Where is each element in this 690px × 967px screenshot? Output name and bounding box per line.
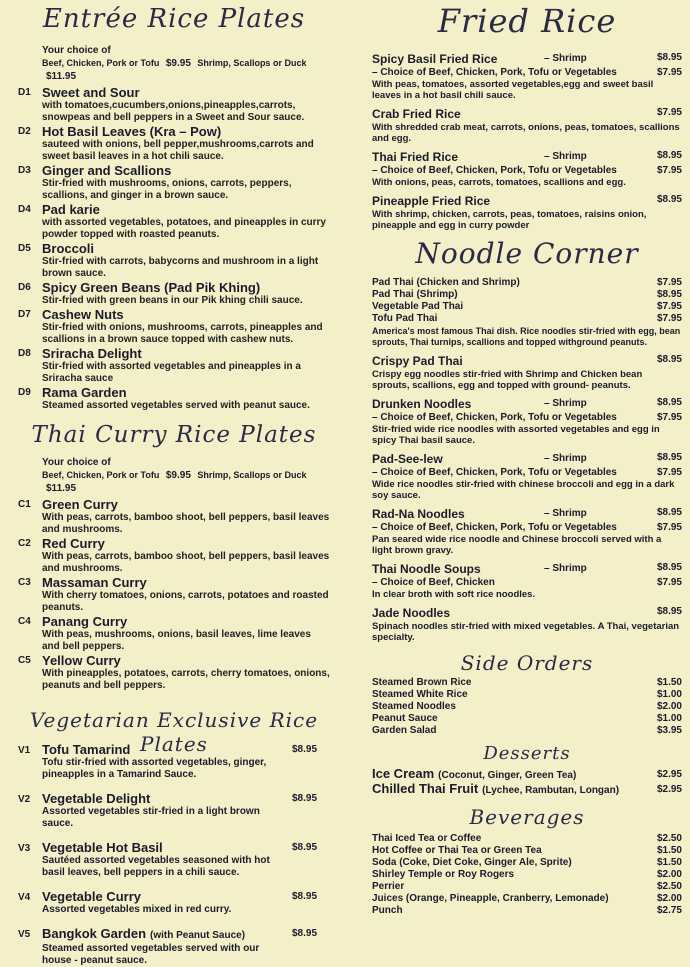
item-name <box>42 742 270 757</box>
item-code: D5 <box>18 243 31 254</box>
item-code: D8 <box>18 348 31 359</box>
fried-list <box>372 52 682 231</box>
item-body <box>42 889 270 916</box>
item-desc: sauteed with onions, bell pepper,mushrooms,carrots and sweet basil leaves in a hot chili sauce. <box>42 139 314 162</box>
item-sub-text: – Choice of Beef, Chicken, Pork, Tofu or Vegetables <box>372 467 617 478</box>
entree-price-a: $9.95 <box>165 58 191 69</box>
row-name: Juices (Orange, Pineapple, Cranberry, Lemonade) <box>372 893 609 904</box>
list-row <box>372 881 682 893</box>
menu-item <box>18 307 330 346</box>
menu-item <box>372 354 682 391</box>
list-row <box>372 689 682 701</box>
noodle-title: Noodle Corner <box>415 237 639 270</box>
veg-item <box>18 926 330 967</box>
item-desc: With peas, tomatoes, assorted vegetables,egg and sweet basil leaves in a hot basil chili sauce. <box>372 79 654 101</box>
item-price: $8.95 <box>656 52 682 63</box>
item-code: C5 <box>18 655 31 666</box>
item-name: Cashew Nuts <box>42 307 124 322</box>
item-head <box>372 52 682 67</box>
row-name: Pad Thai (Shrimp) <box>372 289 458 300</box>
item-code: C1 <box>18 499 31 510</box>
right-column <box>372 0 682 941</box>
curry-list <box>18 497 330 692</box>
row-price: $1.50 <box>656 845 682 856</box>
list-row <box>372 313 682 325</box>
row-name: Punch <box>372 905 403 916</box>
item-desc: With onions, peas, carrots, tomatoes, scallions and egg. <box>372 177 626 188</box>
item-desc: Wide rice noodles stir-fried with chinese broccoli and egg in a dark soy sauce. <box>372 479 675 501</box>
item-desc: In clear broth with soft rice noodles. <box>372 589 536 600</box>
row-name: Garden Salad <box>372 725 437 736</box>
item-name: Broccoli <box>42 241 95 256</box>
item-price: $8.95 <box>656 452 682 463</box>
item-name: Crab Fried Rice <box>372 107 461 121</box>
item-desc: Steamed assorted vegetables served with our house - peanut sauce. <box>42 943 260 966</box>
item-desc: Sautéed assorted vegetables seasoned with hot basil leaves, bell peppers in a chili sauce. <box>42 855 270 878</box>
item-name: Thai Fried Rice <box>372 150 459 164</box>
curry-choice <box>42 456 330 495</box>
item-body <box>42 85 330 124</box>
item-code: D6 <box>18 282 31 293</box>
item-desc: With peas, carrots, bamboo shoot, bell peppers, basil leaves and mushrooms. <box>42 512 330 535</box>
item-body <box>42 385 330 412</box>
row-name: Steamed White Rice <box>372 689 468 700</box>
item-desc: Tofu stir-fried with assorted vegetables, ginger, pineapples in a Tamarind Sauce. <box>42 757 267 780</box>
item-sub-price: $7.95 <box>656 412 682 423</box>
padthai-list <box>372 277 682 325</box>
item-name: Green Curry <box>42 497 118 512</box>
shrimp-label: – Shrimp <box>544 508 587 519</box>
item-code: C3 <box>18 577 31 588</box>
list-row <box>372 677 682 689</box>
item-desc: Stir-fried with carrots, babycorns and mushroom in a light brown sauce. <box>42 256 319 279</box>
fried-title: Fried Rice <box>437 2 617 40</box>
item-name: Pad karie <box>42 202 100 217</box>
list-row <box>372 301 682 313</box>
item-code: C4 <box>18 616 31 627</box>
dessert-detail: (Lychee, Rambutan, Longan) <box>482 785 620 796</box>
row-name: Hot Coffee or Thai Tea or Green Tea <box>372 845 542 856</box>
item-body <box>42 124 330 163</box>
item-sub <box>372 412 682 424</box>
row-name: Tofu Pad Thai <box>372 313 438 324</box>
dessert-name: Chilled Thai Fruit <box>372 781 479 796</box>
item-head <box>372 452 682 467</box>
item-desc: With peas, carrots, bamboo shoot, bell peppers, basil leaves and mushrooms. <box>42 551 330 574</box>
item-name: Rad-Na Noodles <box>372 507 465 521</box>
item-price: $8.95 <box>292 891 318 902</box>
row-price: $7.95 <box>656 313 682 324</box>
item-name <box>42 889 270 904</box>
item-desc: Spinach noodles stir-fried with mixed vegetables. A Thai, vegetarian specialty. <box>372 621 680 643</box>
row-name: Soda (Coke, Diet Coke, Ginger Ale, Sprite) <box>372 857 572 868</box>
item-name: Red Curry <box>42 536 105 551</box>
list-row <box>372 725 682 737</box>
item-body <box>42 653 330 692</box>
menu-item <box>372 452 682 501</box>
row-price: $2.50 <box>656 833 682 844</box>
menu-item <box>18 536 330 575</box>
row-name: Peanut Sauce <box>372 713 438 724</box>
veg-item <box>18 840 330 879</box>
row-name: Thai Iced Tea or Coffee <box>372 833 482 844</box>
row-price: $2.00 <box>656 893 682 904</box>
item-name-text: Vegetable Hot Basil <box>42 840 163 855</box>
menu-item <box>18 653 330 692</box>
row-price: $1.00 <box>656 689 682 700</box>
list-row <box>372 833 682 845</box>
menu-item <box>18 346 330 385</box>
item-desc: Assorted vegetables mixed in red curry. <box>42 904 232 915</box>
item-head <box>372 354 682 369</box>
item-price: $8.95 <box>656 194 682 205</box>
item-body <box>42 241 330 280</box>
item-sub-price: $7.95 <box>656 67 682 78</box>
dessert-row <box>372 767 682 782</box>
item-name-text: Vegetable Curry <box>42 889 141 904</box>
curry-choice-b: Shrimp, Scallops or Duck <box>197 470 307 480</box>
item-desc: Stir-fried wide rice noodles with assorted vegetables and egg in spicy Thai basil sauce. <box>372 424 660 446</box>
item-name: Drunken Noodles <box>372 397 472 411</box>
item-desc: Stir-fried with assorted vegetables and pineapples in a Sriracha sauce <box>42 361 301 384</box>
list-row <box>372 701 682 713</box>
shrimp-label: – Shrimp <box>544 398 587 409</box>
row-price: $1.50 <box>656 677 682 688</box>
dessert-row <box>372 782 682 797</box>
row-name: Perrier <box>372 881 405 892</box>
row-name: Steamed Noodles <box>372 701 456 712</box>
dessert-price: $2.95 <box>656 769 682 780</box>
item-sub <box>372 577 682 589</box>
row-price: $3.95 <box>656 725 682 736</box>
item-desc: Assorted vegetables stir-fried in a light brown sauce. <box>42 806 260 829</box>
dessert-title: Desserts <box>483 743 571 764</box>
side-title: Side Orders <box>460 651 594 675</box>
menu-item <box>18 575 330 614</box>
item-price: $8.95 <box>656 606 682 617</box>
item-desc: With shrimp, chicken, carrots, peas, tomatoes, raisins onion, pineapple and egg in curry powder <box>372 209 647 231</box>
item-body <box>42 926 270 967</box>
item-sub-text: – Choice of Beef, Chicken, Pork, Tofu or Vegetables <box>372 165 617 176</box>
item-body <box>42 280 330 307</box>
item-body <box>42 163 330 202</box>
item-name-suffix: (with Peanut Sauce) <box>150 930 246 941</box>
item-name: Ginger and Scallions <box>42 163 172 178</box>
item-name: Pineapple Fried Rice <box>372 194 491 208</box>
shrimp-label: – Shrimp <box>544 53 587 64</box>
item-name: Yellow Curry <box>42 653 121 668</box>
item-sub <box>372 467 682 479</box>
curry-choice-line: Beef, Chicken, Pork or Tofu <box>42 470 160 480</box>
item-sub <box>372 522 682 534</box>
row-name: Steamed Brown Rice <box>372 677 472 688</box>
shrimp-label: – Shrimp <box>544 151 587 162</box>
item-body <box>42 346 330 385</box>
shrimp-label: – Shrimp <box>544 453 587 464</box>
row-price: $2.00 <box>656 701 682 712</box>
item-desc: with tomatoes,cucumbers,onions,pineapples,carrots, snowpeas and bell peppers in a Sweet and Sour sauce. <box>42 100 305 123</box>
padthai-desc: America's most famous Thai dish. Rice noodles stir-fried with egg, bean sprouts, Thai turnips, scallions and topped withground peanuts. <box>372 326 681 347</box>
item-body <box>42 575 330 614</box>
item-body <box>42 791 270 830</box>
row-price: $1.00 <box>656 713 682 724</box>
item-name-text: Bangkok Garden <box>42 926 147 941</box>
item-name: Hot Basil Leaves (Kra – Pow) <box>42 124 222 139</box>
item-code: V2 <box>18 794 31 805</box>
item-body <box>42 307 330 346</box>
entree-choice-line: Beef, Chicken, Pork or Tofu <box>42 58 160 68</box>
item-name: Pad-See-lew <box>372 452 443 466</box>
item-head <box>372 107 682 122</box>
list-row <box>372 869 682 881</box>
item-body <box>42 742 270 781</box>
entree-choice <box>42 44 330 83</box>
entree-price-b: $11.95 <box>46 71 77 82</box>
item-price: $7.95 <box>656 107 682 118</box>
item-sub-text: – Choice of Beef, Chicken, Pork, Tofu or Vegetables <box>372 412 617 423</box>
list-row <box>372 905 682 917</box>
item-code: D7 <box>18 309 31 320</box>
list-row <box>372 893 682 905</box>
dessert-price: $2.95 <box>656 784 682 795</box>
menu-item <box>372 397 682 446</box>
item-price: $8.95 <box>292 928 318 939</box>
menu-item <box>372 606 682 643</box>
menu-item <box>372 150 682 188</box>
item-desc: Stir-fried with onions, mushrooms, carrots, pineapples and scallions in a brown sauce topped with cashew nuts. <box>42 322 323 345</box>
menu-item <box>372 52 682 101</box>
item-name <box>42 926 270 943</box>
veg-item <box>18 889 330 916</box>
curry-price-a: $9.95 <box>165 470 191 481</box>
list-row <box>372 289 682 301</box>
item-sub <box>372 67 682 79</box>
menu-item <box>18 385 330 412</box>
item-name <box>42 840 270 855</box>
menu-item <box>18 202 330 241</box>
row-price: $8.95 <box>656 289 682 300</box>
item-name: Crispy Pad Thai <box>372 354 463 368</box>
item-sub-text: – Choice of Beef, Chicken, Pork, Tofu or Vegetables <box>372 522 617 533</box>
item-body <box>42 497 330 536</box>
item-desc: With cherry tomatoes, onions, carrots, potatoes and roasted peanuts. <box>42 590 329 613</box>
item-price: $8.95 <box>292 744 318 755</box>
item-desc: Pan seared wide rice noodle and Chinese broccoli served with a light brown gravy. <box>372 534 662 556</box>
item-code: V5 <box>18 929 31 940</box>
item-name-text: Tofu Tamarind <box>42 742 131 757</box>
menu-item <box>18 614 330 653</box>
veg-title: Vegetarian Exclusive Rice Plates <box>29 708 319 756</box>
item-sub <box>372 165 682 177</box>
menu-item <box>372 194 682 231</box>
item-head <box>372 150 682 165</box>
item-desc: Crispy egg noodles stir-fried with Shrimp and Chicken bean sprouts, scallions, egg and topped with ground- peanuts. <box>372 369 643 391</box>
entree-choice-b: Shrimp, Scallops or Duck <box>197 58 307 68</box>
entree-list <box>18 85 330 412</box>
item-sub-price: $7.95 <box>656 577 682 588</box>
item-code: C2 <box>18 538 31 549</box>
row-price: $7.95 <box>656 277 682 288</box>
item-sub-price: $7.95 <box>656 522 682 533</box>
item-code: D4 <box>18 204 31 215</box>
item-desc: Stir-fried with green beans in our Pik khing chili sauce. <box>42 295 303 306</box>
item-desc: Steamed assorted vegetables served with peanut sauce. <box>42 400 310 411</box>
row-price: $2.50 <box>656 881 682 892</box>
dessert-list <box>372 767 682 797</box>
veg-item <box>18 742 330 781</box>
menu-item <box>372 507 682 556</box>
item-desc: With peas, mushrooms, onions, basil leaves, lime leaves and bell peppers. <box>42 629 311 652</box>
side-list <box>372 677 682 737</box>
curry-choice-label: Your choice of <box>42 457 111 468</box>
item-code: V3 <box>18 843 31 854</box>
item-desc: with assorted vegetables, potatoes, and pineapples in curry powder topped with roasted peanuts. <box>42 217 326 240</box>
row-price: $1.50 <box>656 857 682 868</box>
menu-item <box>18 163 330 202</box>
item-price: $8.95 <box>656 397 682 408</box>
menu-item <box>18 85 330 124</box>
row-price: $2.00 <box>656 869 682 880</box>
item-name-text: Vegetable Delight <box>42 791 151 806</box>
item-price: $8.95 <box>292 793 318 804</box>
row-name: Pad Thai (Chicken and Shrimp) <box>372 277 520 288</box>
row-price: $7.95 <box>656 301 682 312</box>
item-name: Sriracha Delight <box>42 346 142 361</box>
menu-item <box>372 562 682 600</box>
item-name: Massaman Curry <box>42 575 147 590</box>
curry-price-b: $11.95 <box>46 483 77 494</box>
item-body <box>42 840 270 879</box>
item-name: Panang Curry <box>42 614 128 629</box>
item-body <box>42 614 330 653</box>
veg-item <box>18 791 330 830</box>
item-sub-price: $7.95 <box>656 165 682 176</box>
item-sub-text: – Choice of Beef, Chicken <box>372 577 495 588</box>
item-head <box>372 397 682 412</box>
item-body <box>42 202 330 241</box>
item-code: V1 <box>18 745 31 756</box>
menu-item <box>18 497 330 536</box>
item-head <box>372 194 682 209</box>
item-price: $8.95 <box>656 507 682 518</box>
item-code: D3 <box>18 165 31 176</box>
item-name: Spicy Green Beans (Pad Pik Khing) <box>42 280 261 295</box>
item-desc: With pineapples, potatoes, carrots, cherry tomatoes, onions, peanuts and bell peppers. <box>42 668 330 691</box>
item-desc: Stir-fried with mushrooms, onions, carrots, peppers, scallions, and ginger in a brown sauce. <box>42 178 292 201</box>
item-body <box>42 536 330 575</box>
item-name: Jade Noodles <box>372 606 451 620</box>
list-row <box>372 845 682 857</box>
row-price: $2.75 <box>656 905 682 916</box>
item-name: Rama Garden <box>42 385 127 400</box>
menu-item <box>372 107 682 144</box>
menu-item <box>18 124 330 163</box>
item-name: Sweet and Sour <box>42 85 140 100</box>
item-price: $8.95 <box>656 354 682 365</box>
item-code: V4 <box>18 892 31 903</box>
dessert-detail: (Coconut, Ginger, Green Tea) <box>438 770 577 781</box>
list-row <box>372 713 682 725</box>
item-code: D2 <box>18 126 31 137</box>
bev-title: Beverages <box>469 805 585 829</box>
item-name: Thai Noodle Soups <box>372 562 481 576</box>
veg-list <box>18 742 330 967</box>
dessert-name: Ice Cream <box>372 766 435 781</box>
menu-item <box>18 280 330 307</box>
item-code: D1 <box>18 87 31 98</box>
item-sub-text: – Choice of Beef, Chicken, Pork, Tofu or Vegetables <box>372 67 617 78</box>
item-price: $8.95 <box>656 562 682 573</box>
item-desc: With shredded crab meat, carrots, onions, peas, tomatoes, scallions and egg. <box>372 122 680 144</box>
item-price: $8.95 <box>656 150 682 161</box>
shrimp-label: – Shrimp <box>544 563 587 574</box>
menu-item <box>18 241 330 280</box>
item-name <box>42 791 270 806</box>
item-code: D9 <box>18 387 31 398</box>
row-name: Shirley Temple or Roy Rogers <box>372 869 515 880</box>
row-name: Vegetable Pad Thai <box>372 301 464 312</box>
item-name: Spicy Basil Fried Rice <box>372 52 498 66</box>
item-head <box>372 562 682 577</box>
item-head <box>372 606 682 621</box>
bev-list <box>372 833 682 917</box>
item-head <box>372 507 682 522</box>
list-row <box>372 277 682 289</box>
noodle-list <box>372 354 682 643</box>
entree-title: Entrée Rice Plates <box>42 4 306 34</box>
list-row <box>372 857 682 869</box>
item-sub-price: $7.95 <box>656 467 682 478</box>
left-column <box>18 0 330 966</box>
entree-choice-label: Your choice of <box>42 45 111 56</box>
curry-title: Thai Curry Rice Plates <box>31 422 317 448</box>
item-price: $8.95 <box>292 842 318 853</box>
